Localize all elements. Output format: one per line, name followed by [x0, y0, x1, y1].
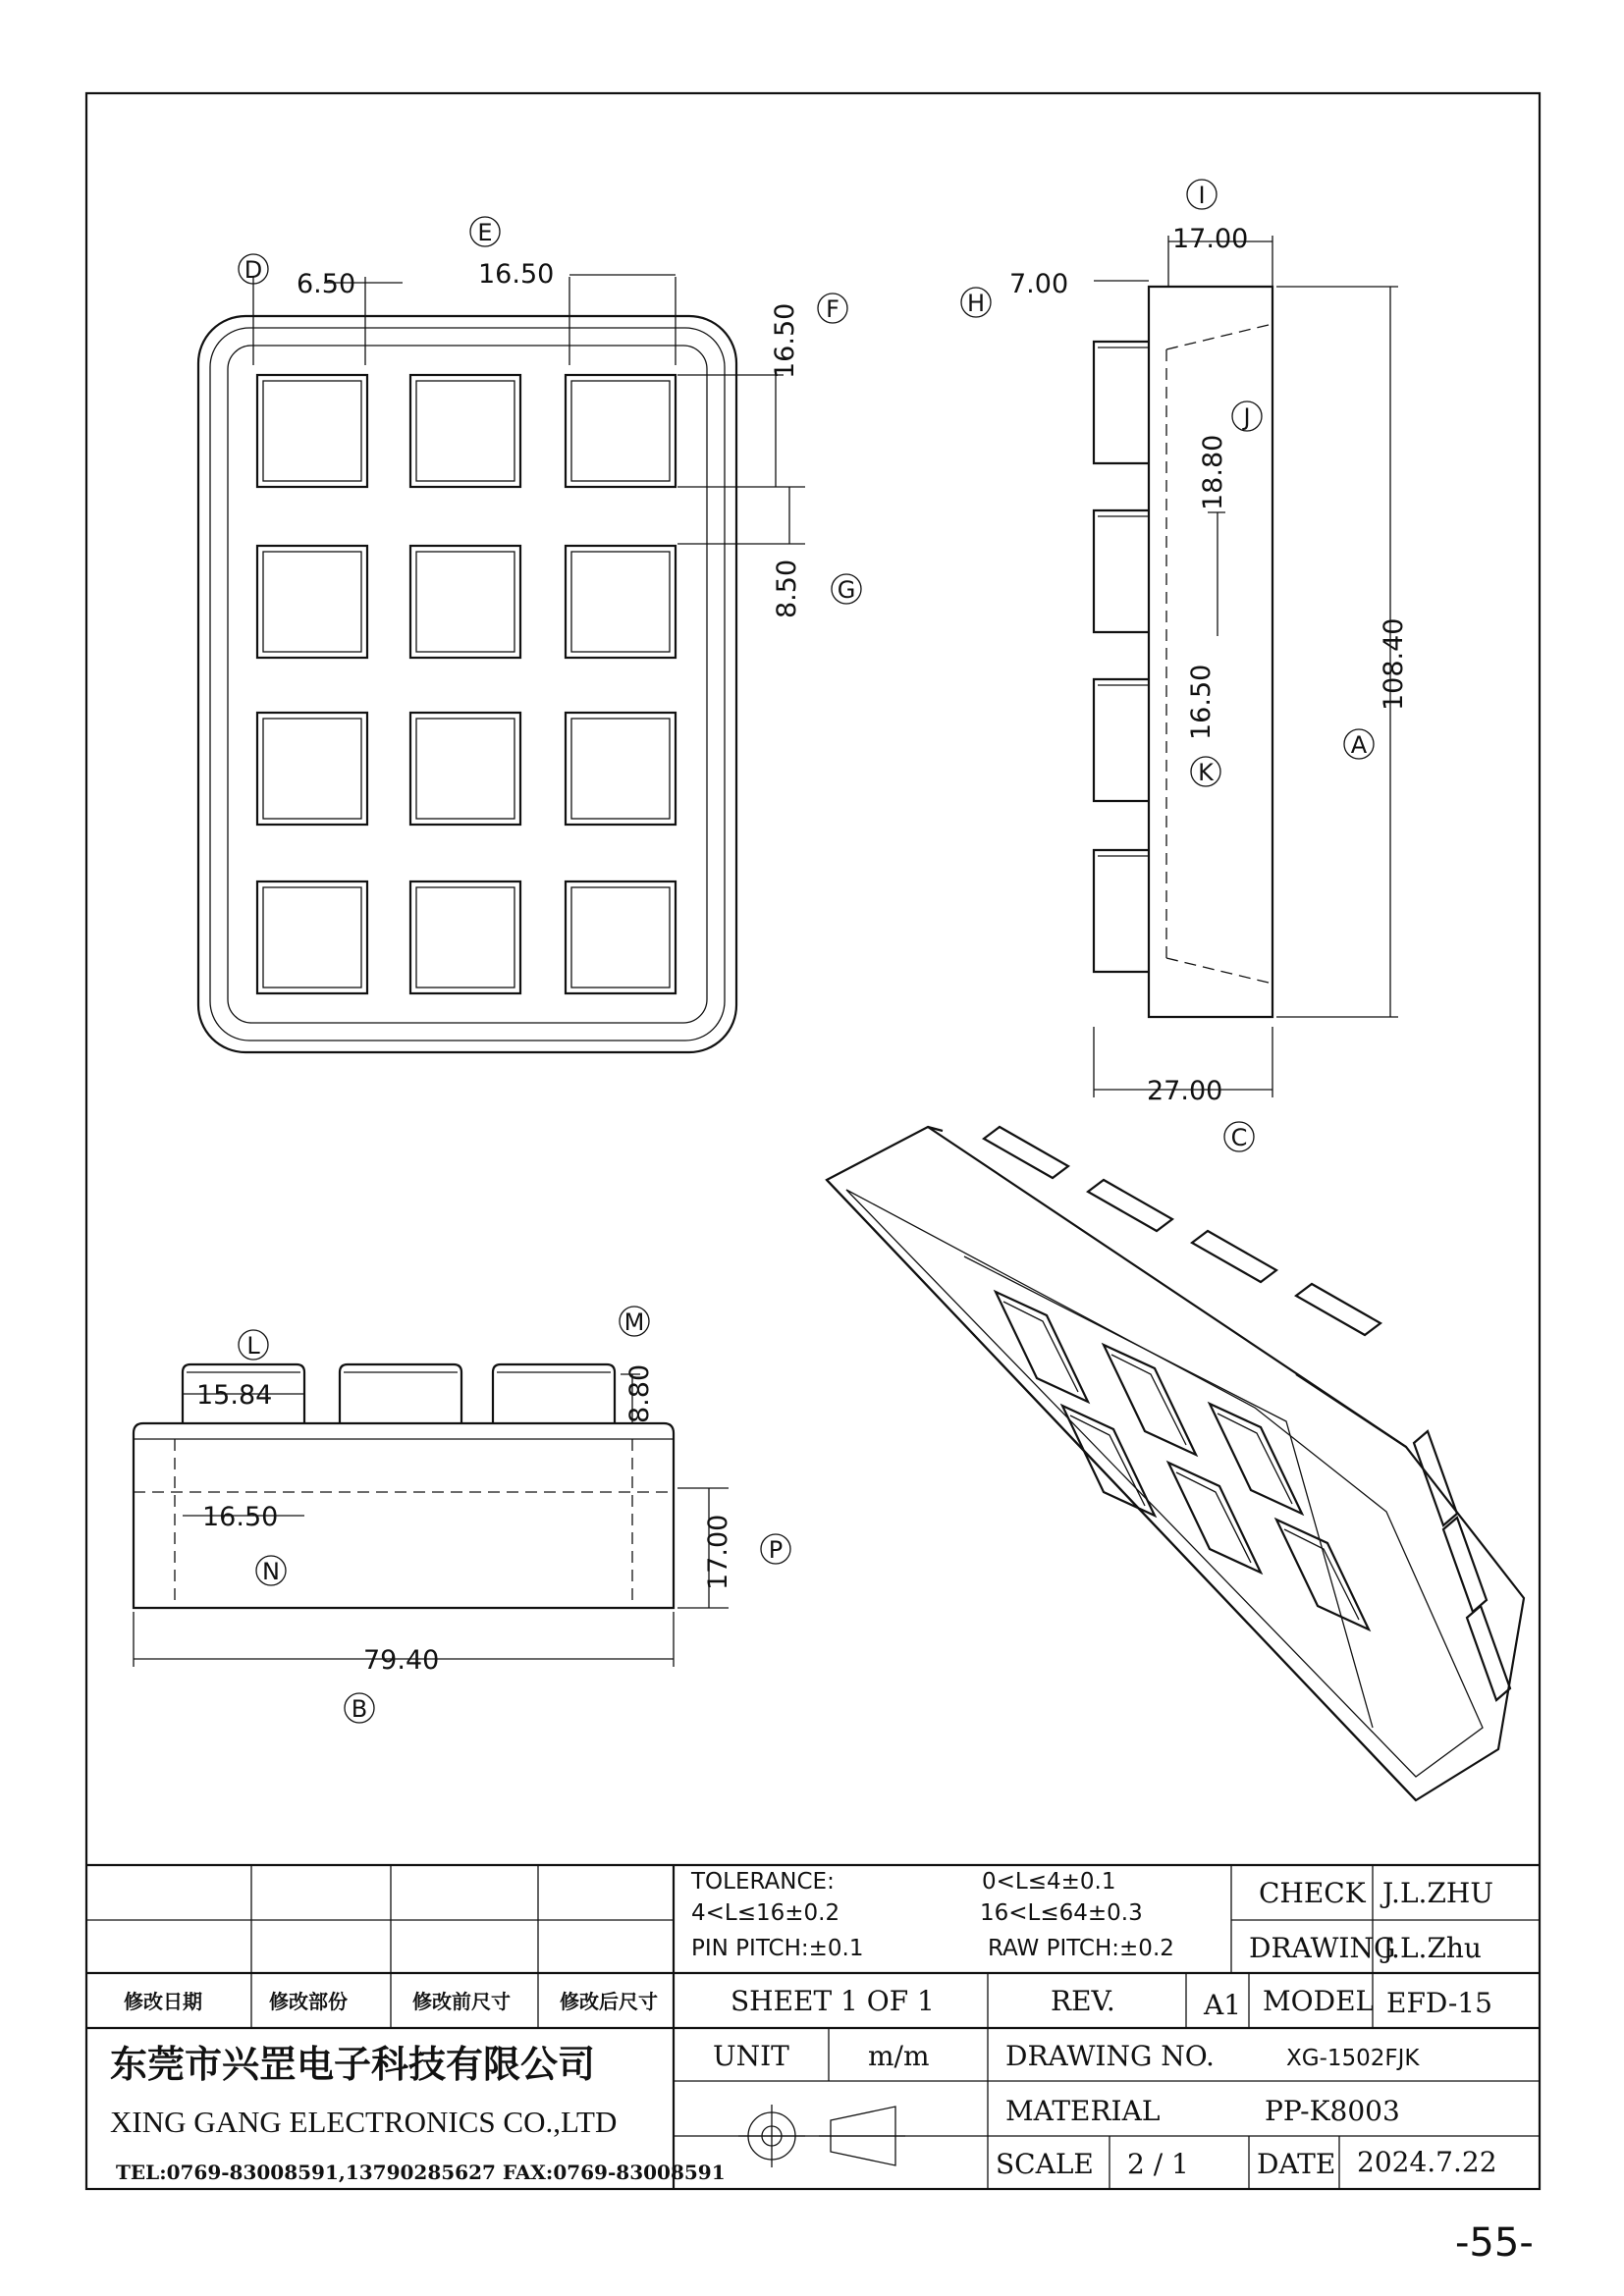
window-square-inner — [263, 887, 361, 988]
window-square-inner — [571, 552, 670, 652]
window-square-inner — [571, 719, 670, 819]
dim-overall-79-40: 79.40 — [363, 1645, 440, 1676]
model-value: EFD-15 — [1386, 1987, 1492, 2019]
window-square — [410, 546, 520, 658]
unit-label: UNIT — [713, 2040, 789, 2072]
drawing-no-value: XG-1502FJK — [1286, 2046, 1420, 2071]
rev-header-part: 修改部份 — [269, 1990, 348, 2013]
front-view — [134, 1307, 790, 1723]
dim-side-18-80: 18.80 — [1198, 434, 1228, 510]
window-square-inner — [263, 381, 361, 481]
label-h: H — [966, 290, 986, 317]
label-g: G — [837, 576, 856, 604]
window-square — [257, 881, 367, 993]
dim-overall-108-40: 108.40 — [1379, 617, 1409, 711]
dim-side-16-50: 16.50 — [1186, 664, 1217, 740]
page-number: -55- — [1455, 2220, 1534, 2266]
side-boss — [1094, 342, 1149, 463]
tolerance-label: TOLERANCE: — [691, 1869, 835, 1895]
dim-window-16-50: 16.50 — [770, 302, 800, 379]
rev-label: REV. — [1051, 1985, 1115, 2017]
drawing-no-label: DRAWING NO. — [1005, 2040, 1215, 2072]
front-boss — [340, 1364, 461, 1423]
window-square-inner — [416, 719, 514, 819]
iso-boss-right — [1467, 1606, 1510, 1700]
side-boss — [1094, 679, 1149, 801]
check-value: J.L.ZHU — [1382, 1877, 1493, 1909]
window-square-inner — [416, 381, 514, 481]
label-n: N — [262, 1558, 280, 1585]
label-b: B — [351, 1695, 368, 1723]
date-label: DATE — [1257, 2148, 1336, 2180]
window-square — [566, 375, 676, 487]
label-f: F — [826, 295, 839, 323]
iso-window-inner — [1218, 1414, 1292, 1504]
window-square — [410, 881, 520, 993]
date-value: 2024.7.22 — [1357, 2146, 1497, 2178]
iso-boss-right — [1443, 1518, 1487, 1612]
dim-top-16-50: 16.50 — [478, 259, 555, 290]
window-square — [257, 375, 367, 487]
tolerance-range-1: 0<L≤4±0.1 — [982, 1869, 1116, 1895]
label-j: J — [1243, 403, 1251, 431]
title-block — [86, 1865, 1540, 2189]
window-square — [257, 546, 367, 658]
label-m: M — [623, 1308, 645, 1336]
company-name-en: XING GANG ELECTRONICS CO.,LTD — [110, 2105, 618, 2139]
rev-header-date: 修改日期 — [124, 1990, 202, 2013]
side-view — [961, 180, 1409, 1151]
iso-boss — [1296, 1284, 1380, 1335]
dim-front-17-00: 17.00 — [703, 1514, 733, 1590]
check-label: CHECK — [1259, 1877, 1366, 1909]
model-label: MODEL — [1263, 1985, 1375, 2017]
label-d: D — [244, 256, 263, 284]
label-p: P — [768, 1536, 784, 1564]
front-boss — [493, 1364, 615, 1423]
drawing-label: DRAWING — [1249, 1932, 1396, 1964]
scale-label: SCALE — [996, 2148, 1094, 2180]
window-square-inner — [416, 887, 514, 988]
iso-window-inner — [1176, 1472, 1251, 1563]
tolerance-range-3: 16<L≤64±0.3 — [980, 1900, 1143, 1926]
company-name-cn: 东莞市兴罡电子科技有限公司 — [110, 2042, 596, 2086]
window-square-inner — [263, 552, 361, 652]
iso-boss-right — [1414, 1431, 1457, 1525]
window-square — [566, 881, 676, 993]
dim-front-15-84: 15.84 — [196, 1380, 273, 1411]
window-square — [566, 546, 676, 658]
window-square-inner — [416, 552, 514, 652]
window-square-inner — [263, 719, 361, 819]
side-view-bosses — [1094, 342, 1149, 972]
label-c: C — [1230, 1124, 1248, 1151]
sheet: SHEET 1 OF 1 — [731, 1985, 935, 2017]
window-square — [566, 713, 676, 825]
window-square-inner — [571, 887, 670, 988]
iso-boss — [1088, 1180, 1172, 1231]
window-square-inner — [571, 381, 670, 481]
iso-window-inner — [1284, 1529, 1359, 1620]
label-i: I — [1198, 182, 1206, 209]
top-view-window-grid — [257, 375, 676, 993]
dim-front-8-80: 8.80 — [624, 1363, 655, 1423]
top-view-outline — [198, 316, 736, 1052]
scale-value: 2 / 1 — [1127, 2148, 1189, 2180]
label-k: K — [1198, 759, 1214, 786]
side-view-body — [1149, 287, 1272, 1017]
dim-pitch-6-50: 6.50 — [297, 269, 356, 299]
company-contact: TEL:0769-83008591,13790285627 FAX:0769-83008591 — [116, 2161, 726, 2184]
material-label: MATERIAL — [1005, 2095, 1161, 2127]
isometric-window-grid — [996, 1292, 1369, 1629]
rev-header-before: 修改前尺寸 — [412, 1990, 511, 2013]
side-boss — [1094, 850, 1149, 972]
pin-pitch: PIN PITCH:±0.1 — [691, 1936, 864, 1961]
dim-gap-8-50: 8.50 — [772, 559, 802, 618]
window-square — [410, 713, 520, 825]
top-view — [198, 217, 861, 1052]
raw-pitch: RAW PITCH:±0.2 — [988, 1936, 1174, 1961]
iso-window-inner — [1070, 1415, 1145, 1506]
unit-value: m/m — [868, 2040, 930, 2072]
dim-front-16-50: 16.50 — [202, 1502, 279, 1532]
dim-side-27-00: 27.00 — [1147, 1076, 1223, 1106]
label-e: E — [477, 219, 493, 246]
iso-boss — [984, 1127, 1068, 1178]
dim-side-17-00: 17.00 — [1172, 224, 1249, 254]
window-square — [257, 713, 367, 825]
material-value: PP-K8003 — [1265, 2095, 1400, 2127]
projection-symbol — [738, 2105, 905, 2167]
tolerance-range-2: 4<L≤16±0.2 — [691, 1900, 840, 1926]
drawing-value: J.L.Zhu — [1382, 1932, 1482, 1964]
rev-value: A1 — [1204, 1989, 1242, 2021]
window-square — [410, 375, 520, 487]
label-l: L — [246, 1332, 260, 1360]
iso-window-inner — [1111, 1355, 1186, 1445]
label-a: A — [1350, 731, 1368, 759]
rev-header-after: 修改后尺寸 — [560, 1990, 658, 2013]
dim-side-7-00: 7.00 — [1009, 269, 1069, 299]
side-boss — [1094, 510, 1149, 632]
isometric-view — [827, 1127, 1524, 1800]
iso-boss — [1192, 1231, 1276, 1282]
isometric-outline — [827, 1127, 1524, 1800]
